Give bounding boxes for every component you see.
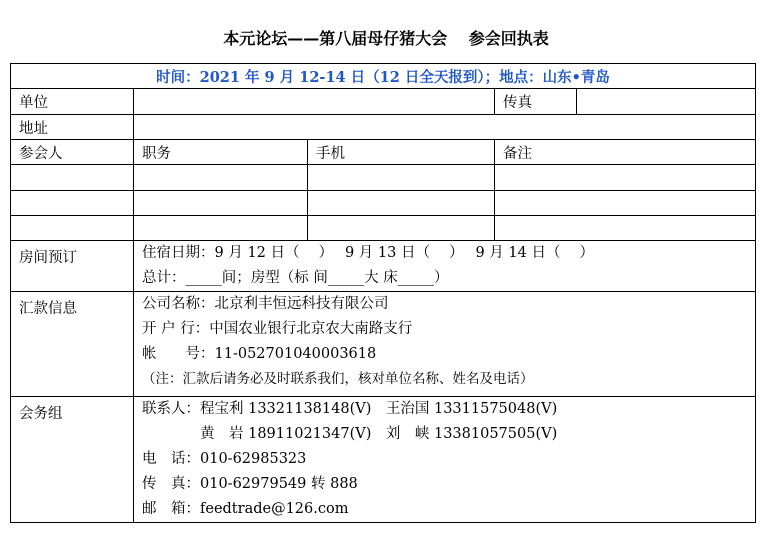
contact-line-2: 黄 岩 18911021347(V) 刘 峡 13381057505(V): [142, 426, 558, 442]
mobile-header: 手机: [308, 140, 495, 165]
registration-table: [10, 63, 756, 523]
unit-label: 单位: [11, 89, 134, 115]
attendee-remarks-field[interactable]: [495, 216, 756, 241]
account-number: 帐 号：11-052701040003618: [142, 346, 377, 362]
attendee-name-field[interactable]: [11, 191, 134, 216]
form-title: 本元论坛——第八届母仔猪大会 参会回执表: [223, 29, 549, 48]
attendee-remarks-field[interactable]: [495, 191, 756, 216]
fax-line: 传 真：010-62979549 转 888: [142, 476, 358, 492]
stay-dates-line: 住宿日期：9 月 12 日（ ） 9 月 13 日（ ） 9 月 14 日（ ）: [142, 245, 595, 261]
unit-field[interactable]: [134, 89, 495, 115]
attendee-name-field[interactable]: [11, 165, 134, 191]
address-field[interactable]: [134, 115, 756, 140]
company-name: 公司名称：北京利丰恒远科技有限公司: [142, 296, 389, 312]
room-booking-cell[interactable]: [134, 241, 756, 292]
phone-line: 电 话：010-62985323: [142, 451, 307, 467]
room-booking-label: 房间预订: [11, 241, 134, 292]
attendee-mobile-field[interactable]: [308, 165, 495, 191]
remarks-header: 备注: [495, 140, 756, 165]
affairs-label: 会务组: [11, 397, 134, 523]
email-line: 邮 箱：feedtrade@126.com: [142, 501, 349, 517]
address-label: 地址: [11, 115, 134, 140]
fax-field[interactable]: [577, 89, 756, 115]
payment-info-cell: [134, 292, 756, 397]
bank-name: 开 户 行：中国农业银行北京农大南路支行: [142, 321, 413, 337]
attendee-name-field[interactable]: [11, 216, 134, 241]
attendee-remarks-field[interactable]: [495, 165, 756, 191]
attendee-position-field[interactable]: [134, 216, 308, 241]
attendee-label: 参会人: [11, 140, 134, 165]
attendee-position-field[interactable]: [134, 191, 308, 216]
contact-line-1: 联系人：程宝利 13321138148(V) 王治国 13311575048(V): [142, 401, 558, 417]
room-total-line: 总计：_____间；房型（标 间_____大 床_____）: [142, 270, 449, 286]
payment-label: 汇款信息: [11, 292, 134, 397]
payment-note: （注：汇款后请务必及时联系我们，核对单位名称、姓名及电话）: [142, 371, 534, 387]
event-info-banner: 时间：2021 年 9 月 12-14 日（12 日全天报到）；地点：山东•青岛: [11, 64, 756, 89]
affairs-info-cell: [134, 397, 756, 523]
position-header: 职务: [134, 140, 308, 165]
attendee-position-field[interactable]: [134, 165, 308, 191]
attendee-mobile-field[interactable]: [308, 191, 495, 216]
fax-label: 传真: [495, 89, 577, 115]
attendee-mobile-field[interactable]: [308, 216, 495, 241]
